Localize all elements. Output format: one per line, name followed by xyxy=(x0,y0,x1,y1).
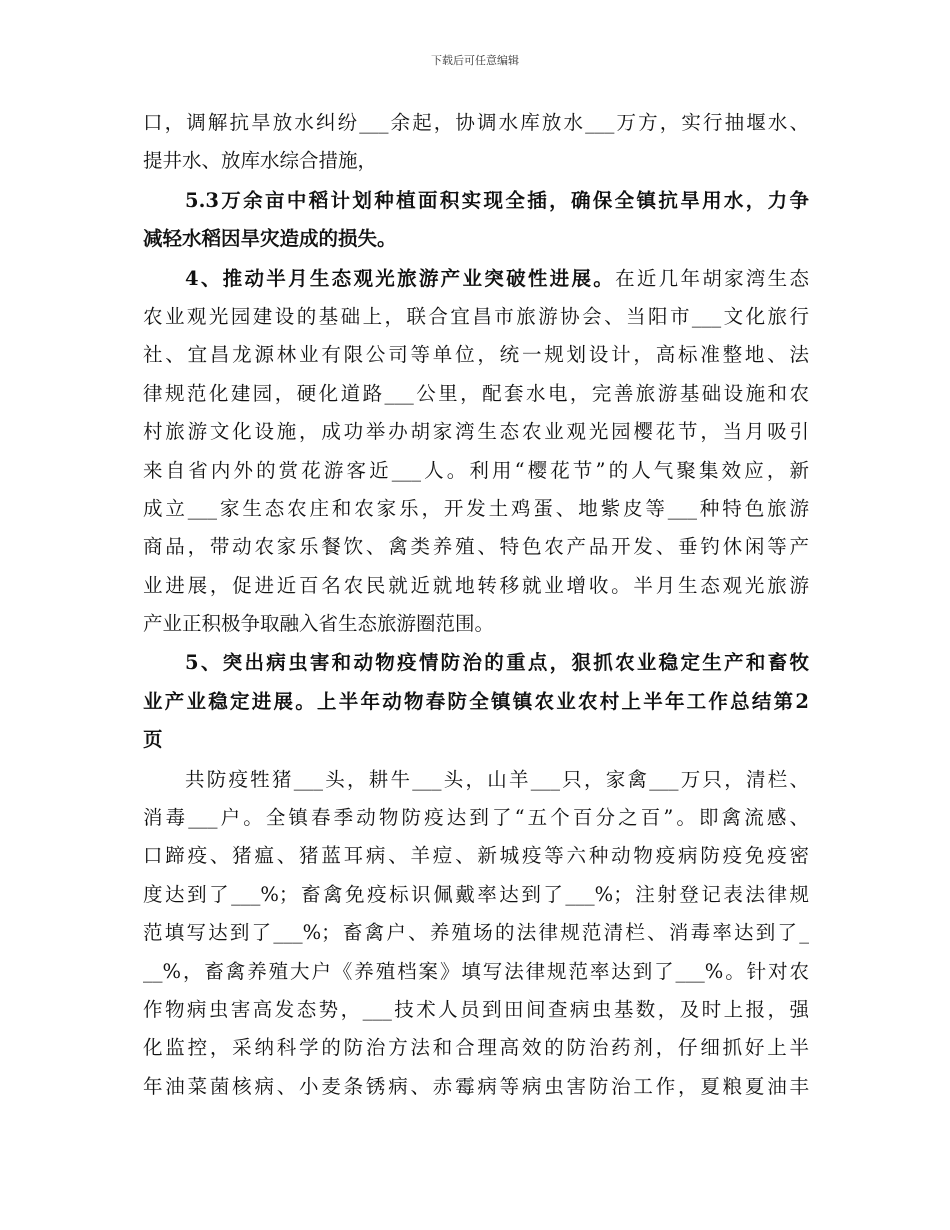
text-line: 商品，带动农家乐餐饮、禽类养殖、特色农产品开发、垂钓休闲等产 xyxy=(143,535,809,559)
text-line: 村旅游文化设施，成功举办胡家湾生态农业观光园樱花节，当月吸引 xyxy=(143,420,809,444)
text-line: 度达到了___%；畜禽免疫标识佩戴率达到了___%；注射登记表法律规 xyxy=(143,882,809,906)
text-line: 业产业稳定进展。上半年动物春防全镇镇农业农村上半年工作总结第2 xyxy=(143,689,809,713)
text-line: 化监控，采纳科学的防治方法和合理高效的防治药剂，仔细抓好上半 xyxy=(143,1036,809,1060)
text-line xyxy=(143,260,809,298)
text-line: 5.3万余亩中稻计划种植面积实现全插，确保全镇抗旱用水，力争 xyxy=(185,188,809,212)
text-line: 口，调解抗旱放水纠纷___余起，协调水库放水___万方，实行抽堰水、 xyxy=(143,111,809,134)
paragraph-heading: 4、推动半月生态观光旅游产业突破性进展。 xyxy=(185,266,616,290)
text-line: 页 xyxy=(143,728,163,752)
text-line: 业进展，促进近百名农民就近就地转移就业增收。半月生态观光旅游 xyxy=(143,573,809,597)
document-body xyxy=(143,104,809,1106)
text-line: 社、宜昌龙源林业有限公司等单位，统一规划设计，高标准整地、法 xyxy=(143,343,809,367)
text-line: 共防疫牲猪___头，耕牛___头，山羊___只，家禽___万只，清栏、 xyxy=(185,767,809,791)
text-line: 口蹄疫、猪瘟、猪蓝耳病、羊痘、新城疫等六种动物疫病防疫免疫密 xyxy=(143,844,809,868)
text-line: __%，畜禽养殖大户《养殖档案》填写法律规范率达到了___%。针对农 xyxy=(143,959,809,983)
text-line: 消毒___户。全镇春季动物防疫达到了“五个百分之百”。即禽流感、 xyxy=(143,806,809,830)
page-header: 下载后可任意编辑 xyxy=(431,54,519,67)
text-line: 来自省内外的赏花游客近___人。利用“樱花节”的人气聚集效应，新 xyxy=(143,458,809,482)
text-line: 5、突出病虫害和动物疫情防治的重点，狠抓农业稳定生产和畜牧 xyxy=(185,651,809,675)
text-line: 年油菜菌核病、小麦条锈病、赤霉病等病虫害防治工作，夏粮夏油丰 xyxy=(143,1074,809,1098)
text-line: 范填写达到了___%；畜禽户、养殖场的法律规范清栏、消毒率达到了_ xyxy=(143,921,809,945)
text-line: 提井水、放库水综合措施， xyxy=(143,149,378,173)
text-line: 作物病虫害高发态势，___技术人员到田间查病虫基数，及时上报，强 xyxy=(143,997,809,1021)
text-run: 在近几年胡家湾生态 xyxy=(615,266,809,290)
text-line: 律规范化建园，硬化道路___公里，配套水电，完善旅游基础设施和农 xyxy=(143,381,809,405)
text-line: 减轻水稻因旱灾造成的损失。 xyxy=(143,227,397,251)
text-line: 成立___家生态农庄和农家乐，开发土鸡蛋、地紫皮等___种特色旅游 xyxy=(143,496,809,520)
text-line: 产业正积极争取融入省生态旅游圈范围。 xyxy=(143,612,495,636)
text-line: 农业观光园建设的基础上，联合宜昌市旅游协会、当阳市___文化旅行 xyxy=(143,304,809,328)
